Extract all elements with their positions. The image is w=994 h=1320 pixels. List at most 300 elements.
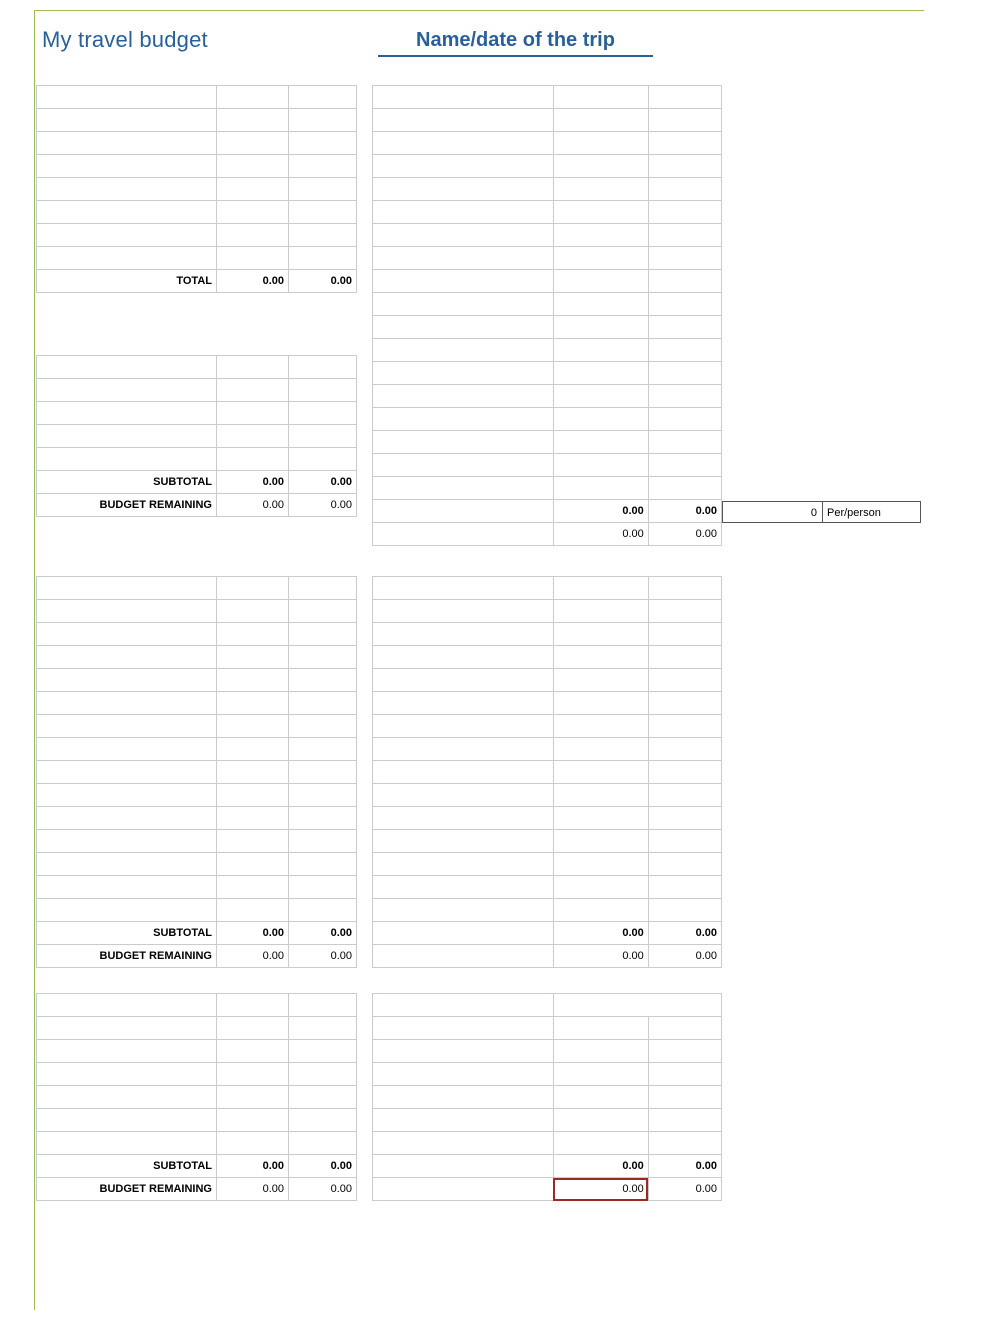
table-cell[interactable] (289, 448, 357, 471)
budget-remaining-label: BUDGET REMAINING (37, 494, 217, 517)
table-cell[interactable] (289, 761, 357, 784)
trip-name-field[interactable]: Name/date of the trip (378, 29, 653, 57)
table-flights (36, 355, 357, 517)
table-cell[interactable] (373, 1132, 554, 1155)
table-cell[interactable] (373, 178, 554, 201)
table-cell[interactable] (648, 431, 721, 454)
table-cell[interactable] (217, 876, 289, 899)
column-header-budget: BUDGET (553, 577, 648, 600)
table-cell[interactable] (37, 155, 217, 178)
table-cell[interactable] (553, 132, 648, 155)
table-row (373, 431, 722, 454)
table-cell[interactable] (553, 1086, 648, 1109)
table-cell[interactable] (373, 385, 554, 408)
table-cell[interactable] (553, 646, 648, 669)
table-cell[interactable] (289, 784, 357, 807)
table-cell[interactable] (37, 899, 217, 922)
table-cell[interactable] (553, 830, 648, 853)
table-cell[interactable] (553, 692, 648, 715)
table-cell[interactable] (217, 1063, 289, 1086)
table-cell[interactable] (217, 201, 289, 224)
table-cell[interactable] (648, 293, 721, 316)
table-body (37, 600, 357, 922)
table-row (373, 247, 722, 270)
table-cell[interactable] (217, 715, 289, 738)
table-row-budget-remaining (373, 945, 722, 968)
table-cell[interactable] (37, 830, 217, 853)
table-cell[interactable] (648, 1086, 721, 1109)
table-cell[interactable] (648, 247, 721, 270)
table-cell[interactable] (648, 853, 721, 876)
budget-remaining-budget-value[interactable]: 0.00 (553, 523, 648, 546)
budget-remaining-budget-value[interactable]: 0.00 (553, 945, 648, 968)
table-cell[interactable] (373, 454, 554, 477)
table-row (37, 1086, 357, 1109)
table-cell[interactable] (373, 362, 554, 385)
section-title-accomodations: ACCOMODATIONS (37, 577, 217, 600)
table-cell[interactable] (553, 715, 648, 738)
table-row (37, 448, 357, 471)
table-cell[interactable] (553, 178, 648, 201)
table-cell[interactable] (37, 201, 217, 224)
column-header-actual: ACTUAL (289, 994, 357, 1017)
subtotal-actual-value[interactable]: 0.00 (648, 922, 721, 945)
table-cell[interactable] (373, 293, 554, 316)
per-person-group (722, 501, 921, 523)
table-row (37, 201, 357, 224)
extra-expenses-header-blank[interactable] (553, 994, 721, 1017)
table-cell[interactable] (553, 155, 648, 178)
table-cell[interactable] (217, 899, 289, 922)
budget-remaining-actual-value[interactable]: 0.00 (289, 1178, 357, 1201)
table-row (373, 477, 722, 500)
table-cell[interactable] (289, 738, 357, 761)
table-cell[interactable] (648, 408, 721, 431)
table-cell[interactable] (373, 339, 554, 362)
table-cell[interactable] (648, 454, 721, 477)
table-cell[interactable] (553, 784, 648, 807)
subtotal-budget-value[interactable]: 0.00 (217, 1155, 289, 1178)
table-cell[interactable] (373, 692, 554, 715)
table-row (373, 853, 722, 876)
table-cell[interactable] (289, 1109, 357, 1132)
table-cell[interactable] (648, 623, 721, 646)
column-header-actual: ACTUAL (289, 86, 357, 109)
table-cell[interactable] (217, 379, 289, 402)
section-title-food: FOOD (373, 577, 554, 600)
table-cell[interactable] (217, 448, 289, 471)
table-cell[interactable] (373, 853, 554, 876)
table-cell[interactable] (37, 646, 217, 669)
table-row (37, 738, 357, 761)
per-person-label: Per/person (822, 501, 921, 523)
table-cell[interactable] (289, 1017, 357, 1040)
table-row (37, 623, 357, 646)
table-cell[interactable] (289, 224, 357, 247)
table-row (373, 270, 722, 293)
section-title-attractions: ATTRACTIONS (373, 86, 554, 109)
table-cell[interactable] (648, 339, 721, 362)
table-cell[interactable] (37, 247, 217, 270)
table-cell[interactable] (373, 155, 554, 178)
table-cell[interactable] (37, 669, 217, 692)
table-cell[interactable] (37, 853, 217, 876)
column-header-actual: ACTUAL (289, 577, 357, 600)
table-cell[interactable] (217, 784, 289, 807)
table-cell[interactable] (648, 738, 721, 761)
table-cell[interactable] (373, 669, 554, 692)
table-cell[interactable] (373, 715, 554, 738)
table-cell[interactable] (217, 761, 289, 784)
table-cell[interactable] (217, 224, 289, 247)
table-cell[interactable] (553, 761, 648, 784)
table-cell[interactable] (37, 178, 217, 201)
table-cell[interactable] (373, 408, 554, 431)
table-cell[interactable] (553, 1109, 648, 1132)
table-cell[interactable] (373, 738, 554, 761)
table-row (373, 830, 722, 853)
selected-cell-budget-remaining[interactable]: 0.00 (553, 1178, 648, 1201)
table-row (37, 876, 357, 899)
table-cell[interactable] (553, 362, 648, 385)
table-cell[interactable] (37, 876, 217, 899)
table-row (373, 715, 722, 738)
table-cell[interactable] (553, 853, 648, 876)
table-cell[interactable] (289, 669, 357, 692)
table-cell[interactable] (553, 316, 648, 339)
table-cell[interactable] (37, 1109, 217, 1132)
table-row-subtotal (373, 922, 722, 945)
table-cell[interactable] (648, 692, 721, 715)
table-cell[interactable] (217, 853, 289, 876)
table-body (373, 600, 722, 922)
table-cell[interactable] (648, 600, 721, 623)
table-row (37, 1132, 357, 1155)
table-cell[interactable] (553, 807, 648, 830)
table-cell[interactable] (289, 646, 357, 669)
table-cell[interactable] (37, 224, 217, 247)
table-cell[interactable] (289, 155, 357, 178)
table-extra-expenses (372, 993, 722, 1201)
subtotal-budget-value[interactable]: 0.00 (553, 500, 648, 523)
table-cell[interactable] (553, 408, 648, 431)
table-cell[interactable] (289, 425, 357, 448)
table-row (37, 853, 357, 876)
table-cell[interactable] (37, 1086, 217, 1109)
subtotal-budget-value[interactable]: 0.00 (217, 471, 289, 494)
table-cell[interactable] (217, 669, 289, 692)
table-row (37, 379, 357, 402)
table-cell[interactable] (217, 1040, 289, 1063)
table-cell[interactable] (553, 1017, 648, 1040)
table-cell[interactable] (289, 132, 357, 155)
subtotal-label: SUBTOTAL (37, 471, 217, 494)
table-cell[interactable] (648, 109, 721, 132)
table-cell[interactable] (373, 1063, 554, 1086)
table-cell[interactable] (289, 201, 357, 224)
budget-remaining-budget-value[interactable]: 0.00 (217, 494, 289, 517)
subtotal-actual-value[interactable]: 0.00 (648, 500, 721, 523)
table-row (37, 247, 357, 270)
table-cell[interactable] (373, 132, 554, 155)
table-cell[interactable] (289, 109, 357, 132)
section-title-transportation: TRANSPORTATION (37, 994, 217, 1017)
table-cell[interactable] (553, 738, 648, 761)
table-cell[interactable] (373, 201, 554, 224)
table-cell[interactable] (289, 623, 357, 646)
table-cell[interactable] (289, 899, 357, 922)
table-cell[interactable] (217, 1132, 289, 1155)
table-row (373, 362, 722, 385)
table-row (37, 761, 357, 784)
table-cell[interactable] (289, 178, 357, 201)
table-cell[interactable] (553, 899, 648, 922)
table-cell[interactable] (37, 1132, 217, 1155)
table-my-travel-budget (36, 85, 357, 293)
column-header-budget: BUDGET (217, 86, 289, 109)
table-row-budget-remaining (37, 494, 357, 517)
table-cell[interactable] (289, 807, 357, 830)
table-cell[interactable] (373, 646, 554, 669)
table-cell[interactable] (648, 1017, 721, 1040)
table-cell[interactable] (553, 201, 648, 224)
table-cell[interactable] (217, 807, 289, 830)
table-row (373, 738, 722, 761)
table-cell[interactable] (373, 600, 554, 623)
table-cell[interactable] (553, 385, 648, 408)
column-header-actual (648, 86, 721, 109)
table-cell[interactable] (553, 109, 648, 132)
table-cell[interactable] (373, 270, 554, 293)
table-cell[interactable] (553, 876, 648, 899)
table-cell[interactable] (373, 876, 554, 899)
table-cell[interactable] (648, 1063, 721, 1086)
table-cell[interactable] (217, 178, 289, 201)
table-cell[interactable] (37, 807, 217, 830)
table-cell[interactable] (217, 247, 289, 270)
budget-remaining-label-cell (373, 945, 554, 968)
table-row (37, 1017, 357, 1040)
table-cell[interactable] (37, 738, 217, 761)
table-cell[interactable] (217, 600, 289, 623)
table-cell[interactable] (289, 402, 357, 425)
table-cell[interactable] (373, 477, 554, 500)
column-header-budget: BUDGET (217, 577, 289, 600)
table-cell[interactable] (648, 761, 721, 784)
table-cell[interactable] (648, 876, 721, 899)
table-row (373, 1063, 722, 1086)
table-row (37, 132, 357, 155)
table-cell[interactable] (553, 1063, 648, 1086)
total-budget-value[interactable]: 0.00 (217, 270, 289, 293)
table-cell[interactable] (217, 623, 289, 646)
subtotal-budget-value[interactable]: 0.00 (553, 1155, 648, 1178)
table-row (373, 408, 722, 431)
table-cell[interactable] (648, 201, 721, 224)
table-cell[interactable] (553, 270, 648, 293)
budget-remaining-budget-value[interactable]: 0.00 (217, 1178, 289, 1201)
table-cell[interactable] (648, 477, 721, 500)
table-row (373, 807, 722, 830)
column-header-budget (553, 86, 648, 109)
table-cell[interactable] (217, 1017, 289, 1040)
table-cell[interactable] (648, 155, 721, 178)
table-cell[interactable] (37, 379, 217, 402)
left-divider (34, 10, 35, 1310)
budget-remaining-budget-value[interactable]: 0.00 (217, 945, 289, 968)
table-cell[interactable] (37, 692, 217, 715)
budget-remaining-label-cell (373, 523, 554, 546)
table-cell[interactable] (648, 669, 721, 692)
subtotal-actual-value[interactable]: 0.00 (289, 922, 357, 945)
subtotal-actual-value[interactable]: 0.00 (648, 1155, 721, 1178)
table-cell[interactable] (648, 784, 721, 807)
table-cell[interactable] (289, 876, 357, 899)
table-cell[interactable] (648, 807, 721, 830)
table-cell[interactable] (373, 316, 554, 339)
table-cell[interactable] (553, 454, 648, 477)
table-cell[interactable] (37, 425, 217, 448)
table-cell[interactable] (217, 155, 289, 178)
table-cell[interactable] (553, 431, 648, 454)
table-cell[interactable] (373, 224, 554, 247)
table-cell[interactable] (289, 1132, 357, 1155)
table-cell[interactable] (217, 1086, 289, 1109)
table-cell[interactable] (373, 247, 554, 270)
table-cell[interactable] (373, 807, 554, 830)
table-cell[interactable] (217, 425, 289, 448)
table-row (373, 178, 722, 201)
table-cell[interactable] (373, 899, 554, 922)
table-cell[interactable] (37, 600, 217, 623)
table-cell[interactable] (373, 623, 554, 646)
table-cell[interactable] (289, 1063, 357, 1086)
table-header-row (37, 577, 357, 600)
table-row (37, 109, 357, 132)
table-cell[interactable] (553, 623, 648, 646)
table-cell[interactable] (648, 646, 721, 669)
table-cell[interactable] (373, 109, 554, 132)
table-cell[interactable] (37, 761, 217, 784)
table-cell[interactable] (217, 738, 289, 761)
table-cell[interactable] (37, 109, 217, 132)
table-cell[interactable] (289, 600, 357, 623)
table-cell[interactable] (373, 1086, 554, 1109)
table-cell[interactable] (648, 132, 721, 155)
table-row (373, 646, 722, 669)
subtotal-actual-value[interactable]: 0.00 (289, 471, 357, 494)
subtotal-budget-value[interactable]: 0.00 (553, 922, 648, 945)
table-cell[interactable] (37, 402, 217, 425)
subtotal-label-cell (373, 500, 554, 523)
table-cell[interactable] (648, 316, 721, 339)
table-cell[interactable] (373, 761, 554, 784)
table-row-subtotal (37, 922, 357, 945)
table-cell[interactable] (217, 1109, 289, 1132)
per-person-value[interactable]: 0 (722, 501, 822, 523)
table-cell[interactable] (648, 830, 721, 853)
table-cell[interactable] (648, 224, 721, 247)
table-cell[interactable] (648, 385, 721, 408)
table-cell[interactable] (289, 1040, 357, 1063)
table-cell[interactable] (289, 379, 357, 402)
budget-remaining-actual-value[interactable]: 0.00 (648, 945, 721, 968)
table-cell[interactable] (373, 830, 554, 853)
table-cell[interactable] (648, 1132, 721, 1155)
table-row (37, 1109, 357, 1132)
table-cell[interactable] (648, 270, 721, 293)
table-cell[interactable] (37, 132, 217, 155)
table-cell[interactable] (553, 1132, 648, 1155)
table-cell[interactable] (648, 715, 721, 738)
table-cell[interactable] (648, 362, 721, 385)
table-cell[interactable] (648, 178, 721, 201)
table-cell[interactable] (289, 853, 357, 876)
table-cell[interactable] (37, 1017, 217, 1040)
table-cell[interactable] (289, 692, 357, 715)
table-cell[interactable] (373, 784, 554, 807)
table-cell[interactable] (553, 247, 648, 270)
table-cell[interactable] (37, 623, 217, 646)
table-row (373, 293, 722, 316)
table-cell[interactable] (373, 1109, 554, 1132)
table-cell[interactable] (37, 448, 217, 471)
table-row (37, 155, 357, 178)
column-header-budget: BUDGET (217, 356, 289, 379)
table-cell[interactable] (217, 830, 289, 853)
table-cell[interactable] (289, 247, 357, 270)
table-cell[interactable] (373, 431, 554, 454)
table-row (373, 1017, 722, 1040)
subtotal-label: SUBTOTAL (37, 922, 217, 945)
table-cell[interactable] (217, 402, 289, 425)
budget-remaining-actual-value[interactable]: 0.00 (289, 945, 357, 968)
subtotal-budget-value[interactable]: 0.00 (217, 922, 289, 945)
budget-remaining-actual-value[interactable]: 0.00 (648, 1178, 721, 1201)
table-cell[interactable] (553, 293, 648, 316)
subtotal-actual-value[interactable]: 0.00 (289, 1155, 357, 1178)
total-label: TOTAL (37, 270, 217, 293)
table-cell[interactable] (289, 830, 357, 853)
table-cell[interactable] (553, 1040, 648, 1063)
table-cell[interactable] (37, 784, 217, 807)
table-cell[interactable] (217, 132, 289, 155)
table-cell[interactable] (648, 1040, 721, 1063)
table-row (37, 1063, 357, 1086)
table-cell[interactable] (553, 600, 648, 623)
table-cell[interactable] (373, 1040, 554, 1063)
table-cell[interactable] (217, 109, 289, 132)
table-cell[interactable] (648, 899, 721, 922)
table-cell[interactable] (37, 1040, 217, 1063)
table-cell[interactable] (553, 339, 648, 362)
table-cell[interactable] (648, 1109, 721, 1132)
total-actual-value[interactable]: 0.00 (289, 270, 357, 293)
budget-remaining-actual-value[interactable]: 0.00 (289, 494, 357, 517)
table-cell[interactable] (217, 646, 289, 669)
table-cell[interactable] (553, 224, 648, 247)
budget-remaining-actual-value[interactable]: 0.00 (648, 523, 721, 546)
table-cell[interactable] (553, 669, 648, 692)
table-cell[interactable] (553, 477, 648, 500)
table-cell[interactable] (217, 692, 289, 715)
table-row (373, 669, 722, 692)
table-cell[interactable] (37, 1063, 217, 1086)
table-cell[interactable] (373, 1017, 554, 1040)
table-cell[interactable] (289, 1086, 357, 1109)
table-cell[interactable] (289, 715, 357, 738)
table-cell[interactable] (37, 715, 217, 738)
